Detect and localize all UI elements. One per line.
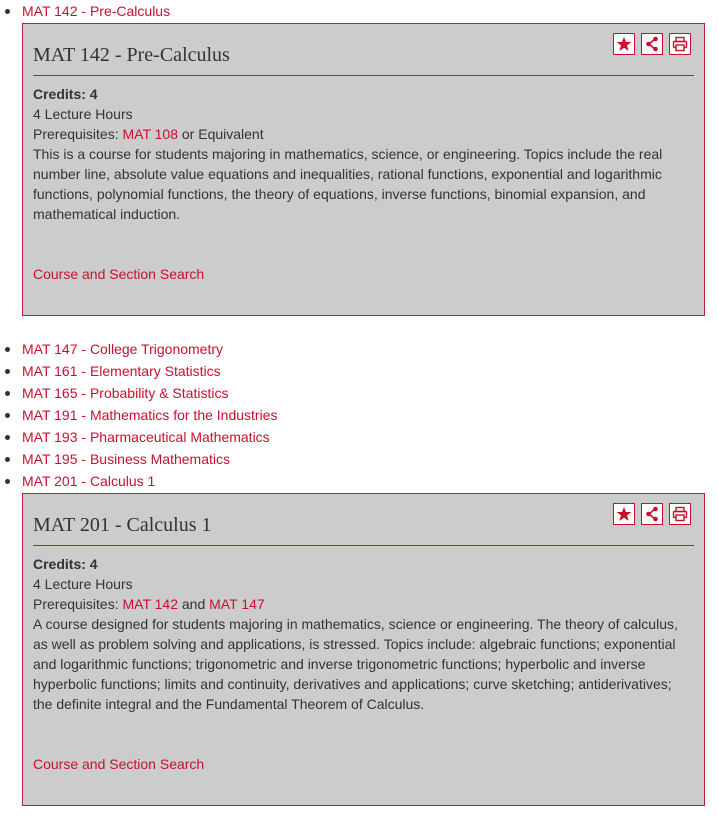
- printer-icon: [672, 506, 688, 522]
- panel-title: MAT 201 - Calculus 1: [33, 514, 212, 536]
- course-link-mat142[interactable]: MAT 142 - Pre-Calculus: [22, 3, 171, 19]
- star-icon: [616, 36, 632, 52]
- list-item: [0, 448, 718, 470]
- list-item: [0, 338, 718, 360]
- course-section-search-link[interactable]: Course and Section Search: [33, 756, 205, 772]
- title-divider: [33, 545, 694, 546]
- course-link-mat193[interactable]: MAT 193 - Pharmaceutical Mathematics: [22, 429, 270, 445]
- panel-title: MAT 142 - Pre-Calculus: [33, 44, 230, 66]
- spacer: [22, 316, 718, 338]
- course-link-mat195[interactable]: MAT 195 - Business Mathematics: [22, 451, 231, 467]
- list-item: [0, 360, 718, 382]
- credits: Credits: 4: [33, 86, 98, 102]
- printer-icon: [672, 36, 688, 52]
- star-icon: [616, 506, 632, 522]
- course-link-mat147[interactable]: MAT 147 - College Trigonometry: [22, 341, 224, 357]
- prereq-link-mat108[interactable]: MAT 108: [122, 126, 178, 142]
- course-description: A course designed for students majoring in mathematics, science or engineering. The theory of calculus, as well as problem solving and applications, is stressed. Topics include: algebraic functions; exponential and logarithmic functions; trigonometric and inverse trigonometric functions; hyperbolic and inverse hyperbolic functions; limits and continuity, derivatives and applications; curve sketching; antiderivatives; the definite integral and the Fundamental Theorem of Calculus.: [33, 616, 678, 712]
- prereq-mid: and: [178, 596, 210, 612]
- course-link-mat165[interactable]: MAT 165 - Probability & Statistics: [22, 385, 229, 401]
- search-row: [33, 264, 694, 315]
- course-panel-mat201: [22, 493, 705, 806]
- search-row: [33, 754, 694, 805]
- list-item: [0, 470, 718, 806]
- lecture-hours: 4 Lecture Hours: [33, 576, 133, 592]
- prerequisites: [33, 594, 694, 614]
- print-button[interactable]: [669, 503, 691, 525]
- print-button[interactable]: [669, 33, 691, 55]
- prereq-label: Prerequisites:: [33, 596, 123, 612]
- list-item: [0, 426, 718, 448]
- title-divider: [33, 75, 694, 76]
- course-link-mat161[interactable]: MAT 161 - Elementary Statistics: [22, 363, 221, 379]
- list-item: [0, 0, 718, 338]
- favorite-button[interactable]: [613, 33, 635, 55]
- prereq-label: Prerequisites:: [33, 126, 123, 142]
- favorite-button[interactable]: [613, 503, 635, 525]
- credits: Credits: 4: [33, 556, 98, 572]
- prereq-link-mat142[interactable]: MAT 142: [122, 596, 178, 612]
- prereq-link-mat147[interactable]: MAT 147: [209, 596, 265, 612]
- course-section-search-link[interactable]: Course and Section Search: [33, 266, 205, 282]
- lecture-hours: 4 Lecture Hours: [33, 106, 133, 122]
- share-button[interactable]: [641, 33, 663, 55]
- list-item: [0, 404, 718, 426]
- course-description: This is a course for students majoring in mathematics, science, or engineering. Topics include the real number line, absolute value equations and inequalities, rational functions, exponential and logarithmic functions, polynomial functions, the theory of equations, inverse functions, binomial expansion, and mathematical induction.: [33, 146, 663, 222]
- panel-tools: [613, 33, 691, 55]
- course-link-mat191[interactable]: MAT 191 - Mathematics for the Industries: [22, 407, 278, 423]
- course-panel-mat142: [22, 23, 705, 316]
- list-item: [0, 382, 718, 404]
- share-icon: [644, 36, 660, 52]
- panel-tools: [613, 503, 691, 525]
- share-icon: [644, 506, 660, 522]
- prereq-tail: or Equivalent: [178, 126, 264, 142]
- prerequisites: [33, 124, 694, 144]
- share-button[interactable]: [641, 503, 663, 525]
- course-link-mat201[interactable]: MAT 201 - Calculus 1: [22, 473, 156, 489]
